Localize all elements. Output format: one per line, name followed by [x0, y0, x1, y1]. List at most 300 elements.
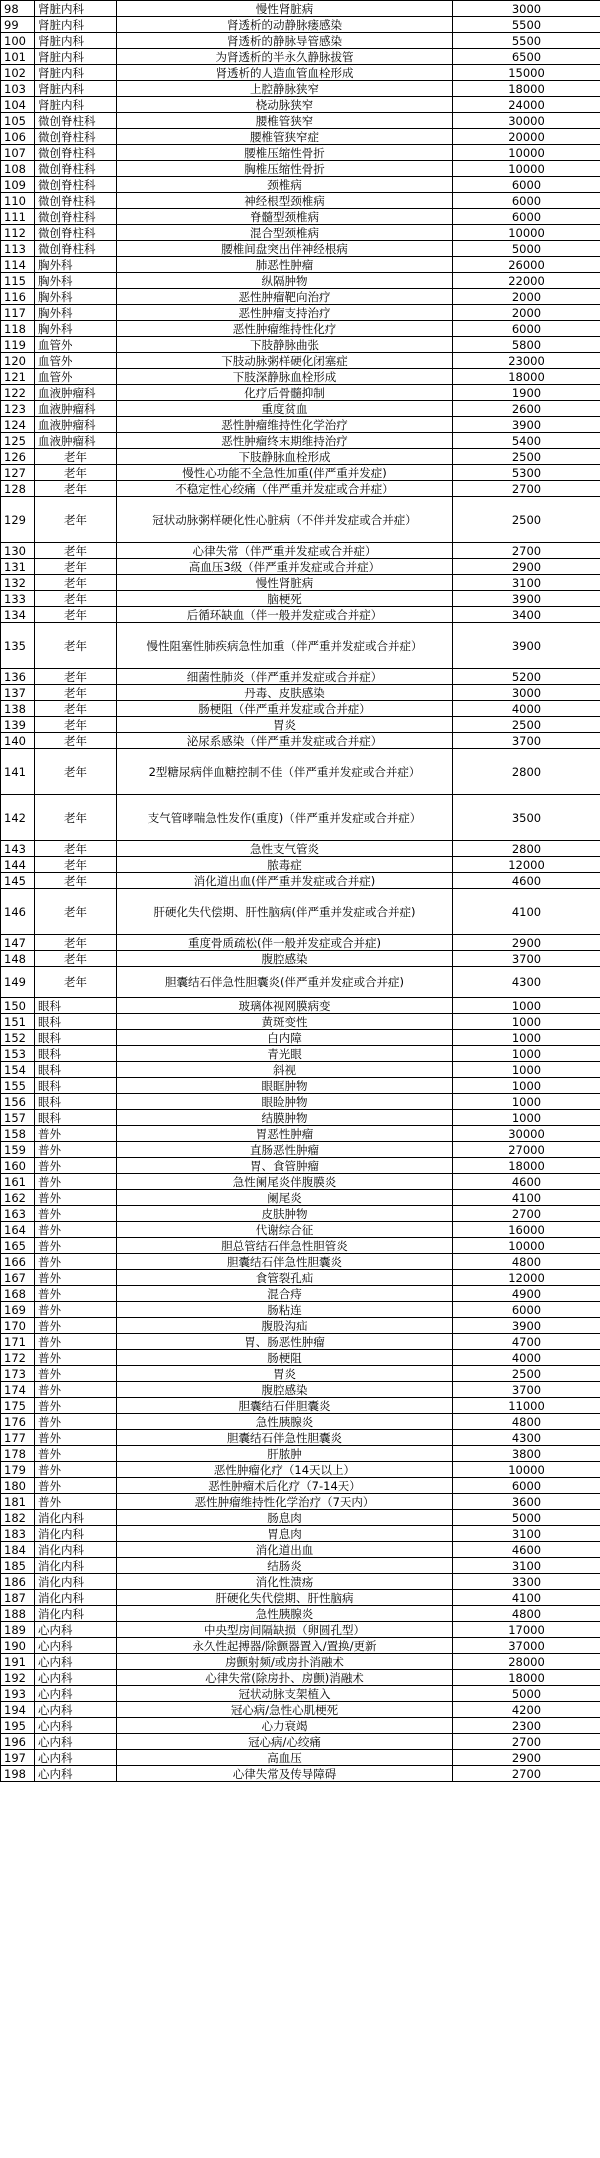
row-number: 102: [1, 65, 35, 81]
table-row: [1, 1510, 600, 1526]
department: 微创脊柱科: [35, 209, 117, 225]
disease-name: 肠梗阻: [117, 1350, 453, 1366]
amount: 3700: [453, 1382, 600, 1398]
amount: 4300: [453, 1430, 600, 1446]
department: 普外: [35, 1318, 117, 1334]
disease-name: 肾透析的动静脉瘘感染: [117, 17, 453, 33]
disease-name: 神经根型颈椎病: [117, 193, 453, 209]
amount: 2500: [453, 717, 600, 733]
amount: 3400: [453, 607, 600, 623]
disease-name: 恶性肿瘤终末期维持治疗: [117, 433, 453, 449]
department: 普外: [35, 1158, 117, 1174]
disease-name: 泌尿系感染（伴严重并发症或合并症）: [117, 733, 453, 749]
disease-name: 胃、肠恶性肿瘤: [117, 1334, 453, 1350]
table-row: [1, 305, 600, 321]
disease-name: 胃炎: [117, 717, 453, 733]
table-row: [1, 935, 600, 951]
row-number: 98: [1, 1, 35, 17]
table-row: [1, 1046, 600, 1062]
table-row: [1, 857, 600, 873]
disease-name: 不稳定性心绞痛（伴严重并发症或合并症）: [117, 481, 453, 497]
amount: 6000: [453, 1302, 600, 1318]
amount: 4300: [453, 967, 600, 998]
disease-name: 心律失常(除房扑、房颤)消融术: [117, 1670, 453, 1686]
row-number: 176: [1, 1414, 35, 1430]
department: 普外: [35, 1142, 117, 1158]
row-number: 177: [1, 1430, 35, 1446]
row-number: 137: [1, 685, 35, 701]
table-row: [1, 1526, 600, 1542]
amount: 4000: [453, 1350, 600, 1366]
row-number: 193: [1, 1686, 35, 1702]
disease-name: 肠梗阻（伴严重并发症或合并症）: [117, 701, 453, 717]
table-row: [1, 353, 600, 369]
disease-name: 急性阑尾炎伴腹膜炎: [117, 1174, 453, 1190]
row-number: 133: [1, 591, 35, 607]
table-row: [1, 449, 600, 465]
amount: 6000: [453, 209, 600, 225]
row-number: 123: [1, 401, 35, 417]
table-row: [1, 685, 600, 701]
department: 心内科: [35, 1718, 117, 1734]
amount: 2300: [453, 1718, 600, 1734]
department: 老年: [35, 685, 117, 701]
department: 老年: [35, 873, 117, 889]
table-row: [1, 873, 600, 889]
amount: 5000: [453, 1686, 600, 1702]
amount: 3900: [453, 623, 600, 669]
table-row: [1, 795, 600, 841]
row-number: 124: [1, 417, 35, 433]
disease-name: 肠息肉: [117, 1510, 453, 1526]
amount: 2500: [453, 497, 600, 543]
disease-name: 斜视: [117, 1062, 453, 1078]
table-row: [1, 701, 600, 717]
department: 普外: [35, 1238, 117, 1254]
row-number: 182: [1, 1510, 35, 1526]
department: 普外: [35, 1414, 117, 1430]
row-number: 158: [1, 1126, 35, 1142]
department: 老年: [35, 841, 117, 857]
table-row: [1, 161, 600, 177]
department: 老年: [35, 559, 117, 575]
disease-name: 胸椎压缩性骨折: [117, 161, 453, 177]
department: 心内科: [35, 1622, 117, 1638]
row-number: 174: [1, 1382, 35, 1398]
disease-name: 恶性肿瘤化疗（14天以上）: [117, 1462, 453, 1478]
department: 心内科: [35, 1734, 117, 1750]
table-row: [1, 193, 600, 209]
table-row: [1, 1190, 600, 1206]
department: 胸外科: [35, 321, 117, 337]
amount: 3100: [453, 575, 600, 591]
department: 心内科: [35, 1638, 117, 1654]
row-number: 153: [1, 1046, 35, 1062]
row-number: 196: [1, 1734, 35, 1750]
department: 老年: [35, 623, 117, 669]
row-number: 172: [1, 1350, 35, 1366]
table-row: [1, 1174, 600, 1190]
row-number: 129: [1, 497, 35, 543]
department: 普外: [35, 1462, 117, 1478]
table-row: [1, 321, 600, 337]
disease-name: 房颤射频/或房扑消融术: [117, 1654, 453, 1670]
amount: 3900: [453, 1318, 600, 1334]
table-row: [1, 241, 600, 257]
amount: 18000: [453, 81, 600, 97]
table-row: [1, 401, 600, 417]
disease-name: 后循环缺血（伴一般并发症或合并症）: [117, 607, 453, 623]
disease-name: 为肾透析的半永久静脉拔管: [117, 49, 453, 65]
row-number: 159: [1, 1142, 35, 1158]
department: 肾脏内科: [35, 33, 117, 49]
row-number: 135: [1, 623, 35, 669]
table-row: [1, 1670, 600, 1686]
disease-name: 丹毒、皮肤感染: [117, 685, 453, 701]
row-number: 143: [1, 841, 35, 857]
amount: 2500: [453, 449, 600, 465]
amount: 10000: [453, 225, 600, 241]
amount: 5400: [453, 433, 600, 449]
row-number: 126: [1, 449, 35, 465]
amount: 24000: [453, 97, 600, 113]
table-row: [1, 1366, 600, 1382]
row-number: 149: [1, 967, 35, 998]
department: 微创脊柱科: [35, 145, 117, 161]
department: 普外: [35, 1366, 117, 1382]
amount: 2700: [453, 1206, 600, 1222]
row-number: 171: [1, 1334, 35, 1350]
table-row: [1, 1542, 600, 1558]
department: 消化内科: [35, 1574, 117, 1590]
table-row: [1, 129, 600, 145]
disease-name: 急性胰腺炎: [117, 1606, 453, 1622]
disease-name: 冠心病/急性心肌梗死: [117, 1702, 453, 1718]
table-row: [1, 1014, 600, 1030]
table-row: [1, 669, 600, 685]
row-number: 116: [1, 289, 35, 305]
amount: 4900: [453, 1286, 600, 1302]
table-row: [1, 717, 600, 733]
disease-name: 胆囊结石伴急性胆囊炎: [117, 1430, 453, 1446]
row-number: 138: [1, 701, 35, 717]
row-number: 178: [1, 1446, 35, 1462]
row-number: 131: [1, 559, 35, 575]
department: 胸外科: [35, 273, 117, 289]
amount: 10000: [453, 161, 600, 177]
disease-name: 肺恶性肿瘤: [117, 257, 453, 273]
table-row: [1, 1734, 600, 1750]
table-row: [1, 1574, 600, 1590]
row-number: 157: [1, 1110, 35, 1126]
row-number: 100: [1, 33, 35, 49]
amount: 23000: [453, 353, 600, 369]
department: 普外: [35, 1350, 117, 1366]
table-row: [1, 1270, 600, 1286]
disease-name: 腹腔感染: [117, 951, 453, 967]
row-number: 150: [1, 998, 35, 1014]
disease-name: 肝硬化失代偿期、肝性脑病(伴严重并发症或合并症): [117, 889, 453, 935]
department: 眼科: [35, 1030, 117, 1046]
row-number: 120: [1, 353, 35, 369]
row-number: 142: [1, 795, 35, 841]
amount: 6000: [453, 177, 600, 193]
department: 微创脊柱科: [35, 241, 117, 257]
row-number: 140: [1, 733, 35, 749]
amount: 4800: [453, 1414, 600, 1430]
table-row: [1, 1126, 600, 1142]
table-row: [1, 841, 600, 857]
table-row: [1, 481, 600, 497]
row-number: 192: [1, 1670, 35, 1686]
amount: 4100: [453, 1190, 600, 1206]
department: 肾脏内科: [35, 81, 117, 97]
amount: 2900: [453, 559, 600, 575]
disease-name: 肠粘连: [117, 1302, 453, 1318]
row-number: 108: [1, 161, 35, 177]
amount: 1000: [453, 1030, 600, 1046]
table-row: [1, 1686, 600, 1702]
table-row: [1, 289, 600, 305]
department: 胸外科: [35, 305, 117, 321]
amount: 2500: [453, 1366, 600, 1382]
department: 心内科: [35, 1670, 117, 1686]
table-row: [1, 1062, 600, 1078]
department: 血液肿瘤科: [35, 401, 117, 417]
disease-name: 胆总管结石伴急性胆管炎: [117, 1238, 453, 1254]
amount: 5000: [453, 241, 600, 257]
disease-name: 消化道出血: [117, 1542, 453, 1558]
department: 消化内科: [35, 1526, 117, 1542]
table-row: [1, 623, 600, 669]
amount: 28000: [453, 1654, 600, 1670]
disease-name: 脊髓型颈椎病: [117, 209, 453, 225]
department: 普外: [35, 1478, 117, 1494]
row-number: 139: [1, 717, 35, 733]
department: 老年: [35, 857, 117, 873]
amount: 6000: [453, 193, 600, 209]
department: 肾脏内科: [35, 65, 117, 81]
table-row: [1, 1606, 600, 1622]
disease-name: 胃息肉: [117, 1526, 453, 1542]
department: 老年: [35, 465, 117, 481]
department: 消化内科: [35, 1590, 117, 1606]
department: 老年: [35, 749, 117, 795]
amount: 30000: [453, 113, 600, 129]
department: 普外: [35, 1174, 117, 1190]
amount: 3100: [453, 1526, 600, 1542]
disease-name: 慢性肾脏病: [117, 575, 453, 591]
department: 普外: [35, 1398, 117, 1414]
disease-name: 下肢静脉曲张: [117, 337, 453, 353]
amount: 2000: [453, 289, 600, 305]
row-number: 181: [1, 1494, 35, 1510]
table-row: [1, 17, 600, 33]
row-number: 106: [1, 129, 35, 145]
department: 消化内科: [35, 1542, 117, 1558]
department: 胸外科: [35, 289, 117, 305]
disease-name: 胃、食管肿瘤: [117, 1158, 453, 1174]
disease-name: 上腔静脉狭窄: [117, 81, 453, 97]
amount: 4600: [453, 873, 600, 889]
amount: 2800: [453, 841, 600, 857]
row-number: 183: [1, 1526, 35, 1542]
amount: 5500: [453, 33, 600, 49]
table-body: [1, 1, 600, 1782]
department: 消化内科: [35, 1558, 117, 1574]
department: 血管外: [35, 353, 117, 369]
department: 消化内科: [35, 1510, 117, 1526]
row-number: 165: [1, 1238, 35, 1254]
table-row: [1, 1398, 600, 1414]
disease-name: 直肠恶性肿瘤: [117, 1142, 453, 1158]
table-row: [1, 1334, 600, 1350]
amount: 4100: [453, 889, 600, 935]
table-row: [1, 1654, 600, 1670]
amount: 6000: [453, 1478, 600, 1494]
row-number: 134: [1, 607, 35, 623]
amount: 1000: [453, 1094, 600, 1110]
row-number: 147: [1, 935, 35, 951]
table-row: [1, 1206, 600, 1222]
amount: 18000: [453, 1158, 600, 1174]
amount: 15000: [453, 65, 600, 81]
amount: 1000: [453, 1078, 600, 1094]
disease-name: 永久性起搏器/除颤器置入/置换/更新: [117, 1638, 453, 1654]
amount: 12000: [453, 857, 600, 873]
disease-name: 脑梗死: [117, 591, 453, 607]
row-number: 101: [1, 49, 35, 65]
disease-name: 高血压: [117, 1750, 453, 1766]
table-row: [1, 889, 600, 935]
amount: 27000: [453, 1142, 600, 1158]
row-number: 188: [1, 1606, 35, 1622]
row-number: 109: [1, 177, 35, 193]
table-row: [1, 1702, 600, 1718]
table-row: [1, 1638, 600, 1654]
amount: 3700: [453, 951, 600, 967]
row-number: 115: [1, 273, 35, 289]
amount: 1900: [453, 385, 600, 401]
table-row: [1, 1142, 600, 1158]
row-number: 105: [1, 113, 35, 129]
department: 普外: [35, 1286, 117, 1302]
department: 老年: [35, 701, 117, 717]
table-row: [1, 1622, 600, 1638]
amount: 1000: [453, 998, 600, 1014]
amount: 2700: [453, 1734, 600, 1750]
department: 肾脏内科: [35, 1, 117, 17]
department: 微创脊柱科: [35, 113, 117, 129]
department: 老年: [35, 717, 117, 733]
table-row: [1, 1078, 600, 1094]
disease-name: 腰椎管狭窄症: [117, 129, 453, 145]
disease-name: 青光眼: [117, 1046, 453, 1062]
table-row: [1, 967, 600, 998]
amount: 10000: [453, 1462, 600, 1478]
amount: 3900: [453, 417, 600, 433]
table-row: [1, 607, 600, 623]
department: 肾脏内科: [35, 49, 117, 65]
department: 消化内科: [35, 1606, 117, 1622]
amount: 6500: [453, 49, 600, 65]
row-number: 122: [1, 385, 35, 401]
department: 心内科: [35, 1686, 117, 1702]
row-number: 144: [1, 857, 35, 873]
table-row: [1, 1302, 600, 1318]
disease-name: 胆囊结石伴急性胆囊炎(伴严重并发症或合并症): [117, 967, 453, 998]
disease-name: 肾透析的人造血管血栓形成: [117, 65, 453, 81]
amount: 5000: [453, 1510, 600, 1526]
disease-name: 中央型房间隔缺损（卵圆孔型）: [117, 1622, 453, 1638]
department: 普外: [35, 1302, 117, 1318]
row-number: 152: [1, 1030, 35, 1046]
table-row: [1, 273, 600, 289]
row-number: 113: [1, 241, 35, 257]
disease-name: 腹腔感染: [117, 1382, 453, 1398]
table-row: [1, 49, 600, 65]
row-number: 156: [1, 1094, 35, 1110]
disease-name: 心律失常及传导障碍: [117, 1766, 453, 1782]
table-row: [1, 433, 600, 449]
row-number: 112: [1, 225, 35, 241]
row-number: 110: [1, 193, 35, 209]
row-number: 197: [1, 1750, 35, 1766]
table-row: [1, 749, 600, 795]
row-number: 194: [1, 1702, 35, 1718]
department: 眼科: [35, 1062, 117, 1078]
department: 老年: [35, 889, 117, 935]
department: 微创脊柱科: [35, 129, 117, 145]
row-number: 187: [1, 1590, 35, 1606]
row-number: 155: [1, 1078, 35, 1094]
row-number: 146: [1, 889, 35, 935]
department: 普外: [35, 1270, 117, 1286]
department: 普外: [35, 1430, 117, 1446]
amount: 1000: [453, 1062, 600, 1078]
amount: 11000: [453, 1398, 600, 1414]
disease-name: 冠状动脉支架植入: [117, 1686, 453, 1702]
table-row: [1, 97, 600, 113]
table-row: [1, 385, 600, 401]
disease-name: 心力衰竭: [117, 1718, 453, 1734]
amount: 12000: [453, 1270, 600, 1286]
row-number: 161: [1, 1174, 35, 1190]
table-row: [1, 1590, 600, 1606]
disease-name: 慢性肾脏病: [117, 1, 453, 17]
department: 普外: [35, 1190, 117, 1206]
disease-name: 肝硬化失代偿期、肝性脑病: [117, 1590, 453, 1606]
department: 普外: [35, 1206, 117, 1222]
table-row: [1, 1382, 600, 1398]
table-row: [1, 951, 600, 967]
row-number: 145: [1, 873, 35, 889]
table-row: [1, 1750, 600, 1766]
department: 眼科: [35, 998, 117, 1014]
amount: 4200: [453, 1702, 600, 1718]
amount: 5200: [453, 669, 600, 685]
department: 老年: [35, 967, 117, 998]
amount: 3100: [453, 1558, 600, 1574]
row-number: 136: [1, 669, 35, 685]
amount: 5800: [453, 337, 600, 353]
table-row: [1, 1494, 600, 1510]
department: 老年: [35, 607, 117, 623]
row-number: 128: [1, 481, 35, 497]
row-number: 175: [1, 1398, 35, 1414]
department: 心内科: [35, 1654, 117, 1670]
amount: 2600: [453, 401, 600, 417]
